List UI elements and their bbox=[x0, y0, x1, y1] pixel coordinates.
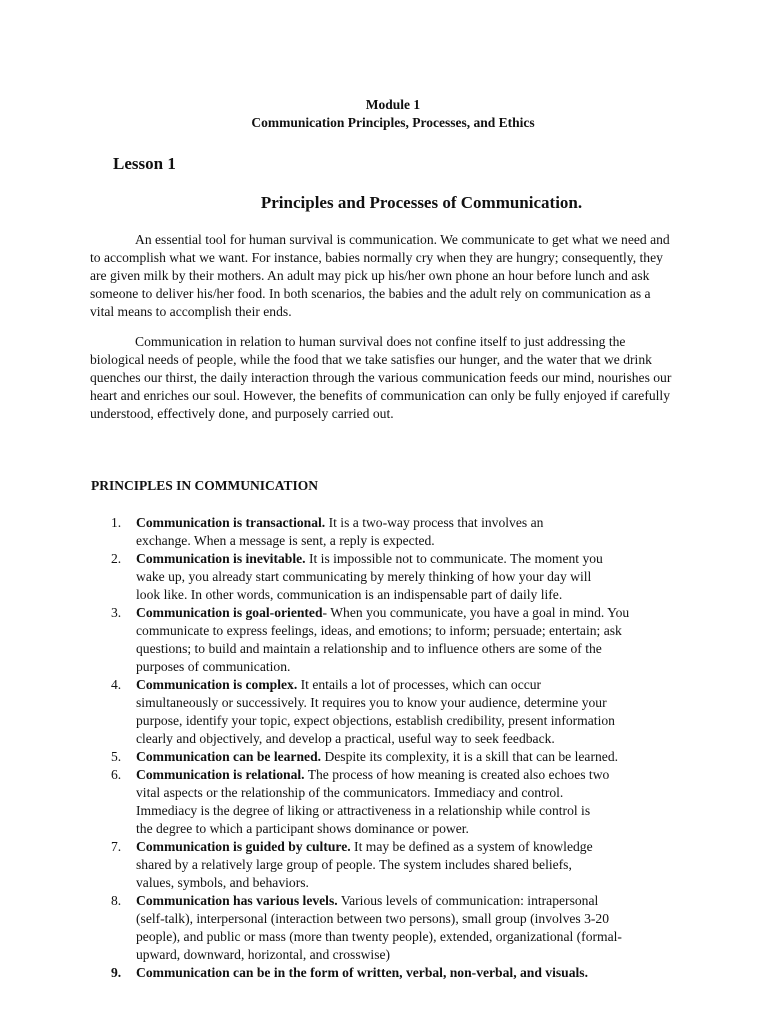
principle-line: Various levels of communication: intrapersonal bbox=[340, 893, 599, 908]
list-item bbox=[0, 676, 662, 748]
principle-line: (self-talk), interpersonal (interaction between two persons), small group (involves 3-20 bbox=[136, 911, 610, 926]
list-number: 5. bbox=[111, 749, 122, 764]
principle-title: Communication is transactional. bbox=[136, 515, 326, 530]
principle-title: Communication is guided by culture. bbox=[136, 839, 351, 854]
list-number: 7. bbox=[111, 839, 122, 854]
principle-line: It is impossible not to communicate. The moment you bbox=[308, 551, 603, 566]
module-title: Communication Principles, Processes, and Ethics bbox=[251, 115, 535, 130]
list-number: 2. bbox=[111, 551, 122, 566]
principle-title: Communication can be learned. bbox=[136, 749, 322, 764]
principles-list bbox=[0, 514, 768, 982]
principle-line: wake up, you already start communicating by merely thinking of how your day will bbox=[136, 569, 592, 584]
intro-paragraph-2 bbox=[90, 333, 672, 423]
principle-line: purpose, identify your topic, expect objections, establish credibility, present information bbox=[136, 713, 615, 728]
principle-line: the degree to which a participant shows dominance or power. bbox=[136, 821, 469, 836]
list-item bbox=[0, 838, 662, 892]
principle-line: vital aspects or the relationship of the communicators. Immediacy and control. bbox=[136, 785, 564, 800]
lesson-title-block bbox=[0, 193, 768, 213]
intro-paragraph-1 bbox=[90, 231, 672, 321]
list-item bbox=[0, 604, 662, 676]
principle-title: Communication is goal-oriented bbox=[136, 605, 323, 620]
list-number: 4. bbox=[111, 677, 122, 692]
intro-paragraph-2-text: Communication in relation to human survival does not confine itself to just addressing the biological needs of people, while the food that we take satisfies our hunger, and the water that we drink quenches our thirst, the daily interaction through the various communication feeds our mind, nourishes our heart and enriches our soul. However, the benefits of communication can only be fully enjoyed if carefully understood, effectively done, and purposely carried out. bbox=[90, 334, 672, 421]
principles-heading: PRINCIPLES IN COMMUNICATION bbox=[91, 478, 319, 493]
list-item bbox=[0, 748, 662, 766]
principle-line: It may be defined as a system of knowledge bbox=[354, 839, 593, 854]
list-number: 9. bbox=[111, 965, 122, 980]
principle-title: Communication can be in the form of written, verbal, non-verbal, and visuals. bbox=[136, 965, 588, 980]
principle-title: Communication is complex. bbox=[136, 677, 298, 692]
principle-line: look like. In other words, communication is an indispensable part of daily life. bbox=[136, 587, 563, 602]
principle-line: Immediacy is the degree of liking or attractiveness in a relationship while control is bbox=[136, 803, 591, 818]
list-number: 6. bbox=[111, 767, 122, 782]
list-item bbox=[0, 892, 662, 964]
principle-title: Communication is inevitable. bbox=[136, 551, 306, 566]
module-number: Module 1 bbox=[365, 97, 421, 112]
intro-paragraph-1-text: An essential tool for human survival is communication. We communicate to get what we need and to accomplish what we want. For instance, babies normally cry when they are hungry; consequently, they are given milk by their mothers. An adult may pick up his/her own phone an hour before lunch and ask someone to deliver his/her food. In both scenarios, the babies and the adult rely on communication as a vital means to accomplish their ends. bbox=[90, 232, 670, 319]
lesson-label: Lesson 1 bbox=[113, 154, 176, 173]
module-heading bbox=[0, 96, 768, 132]
list-number: 3. bbox=[111, 605, 122, 620]
principle-line: communicate to express feelings, ideas, and emotions; to inform; persuade; entertain; ask bbox=[136, 623, 622, 638]
principle-line: simultaneously or successively. It requires you to know your audience, determine your bbox=[136, 695, 607, 710]
principle-line: Despite its complexity, it is a skill that can be learned. bbox=[324, 749, 619, 764]
list-number: 1. bbox=[111, 515, 122, 530]
list-item bbox=[0, 514, 662, 550]
lesson-title: Principles and Processes of Communication. bbox=[260, 193, 583, 212]
list-number: 8. bbox=[111, 893, 122, 908]
list-item bbox=[0, 964, 662, 982]
principle-title: Communication is relational. bbox=[136, 767, 305, 782]
principle-line: people), and public or mass (more than twenty people), extended, organizational (formal- bbox=[136, 929, 622, 944]
principle-line: questions; to build and maintain a relationship and to influence others are some of the bbox=[136, 641, 602, 656]
principle-line: shared by a relatively large group of people. The system includes shared beliefs, bbox=[136, 857, 572, 872]
principle-line: purposes of communication. bbox=[136, 659, 291, 674]
principle-line: - When you communicate, you have a goal in mind. You bbox=[322, 605, 630, 620]
principle-line: It is a two-way process that involves an bbox=[328, 515, 544, 530]
principle-line: exchange. When a message is sent, a reply is expected. bbox=[136, 533, 435, 548]
principle-line: upward, downward, horizontal, and crosswise) bbox=[136, 947, 391, 962]
list-item bbox=[0, 766, 662, 838]
principle-line: The process of how meaning is created also echoes two bbox=[307, 767, 610, 782]
list-item bbox=[0, 550, 662, 604]
principle-title: Communication has various levels. bbox=[136, 893, 338, 908]
principle-line: It entails a lot of processes, which can occur bbox=[300, 677, 542, 692]
principle-line: values, symbols, and behaviors. bbox=[136, 875, 309, 890]
principle-line: clearly and objectively, and develop a practical, useful way to seek feedback. bbox=[136, 731, 555, 746]
